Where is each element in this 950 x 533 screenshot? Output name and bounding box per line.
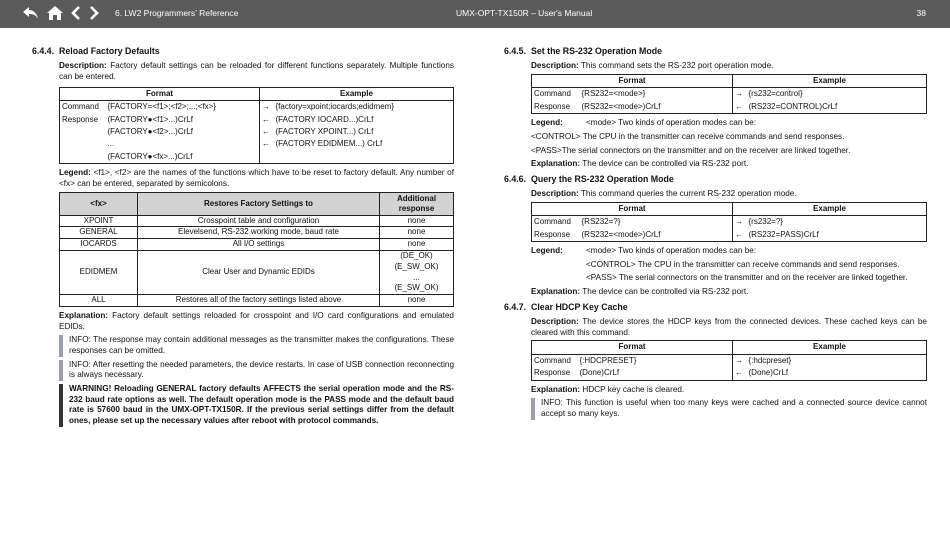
explanation xyxy=(531,287,927,298)
response-label: Response xyxy=(534,229,571,239)
command-label: Command xyxy=(534,355,571,365)
section-heading-644 xyxy=(32,46,454,57)
response-format-line: (FACTORY●<f2>...)CrLf xyxy=(107,126,193,136)
section-title: Query the RS-232 Operation Mode xyxy=(531,173,674,184)
command-label: Command xyxy=(62,102,99,112)
factory-functions-table xyxy=(59,192,454,307)
additional-response-header: Additional response xyxy=(380,193,454,215)
restores-header: Restores Factory Settings to xyxy=(138,193,380,215)
response-example: (RS232=PASS)CrLf xyxy=(748,229,819,239)
response-row xyxy=(60,114,454,164)
description-label: Description: xyxy=(531,317,579,327)
response-label: Response xyxy=(62,114,99,124)
extra-cell xyxy=(380,250,454,294)
table-row xyxy=(60,250,454,294)
command-example: {rs232=control} xyxy=(748,89,803,99)
extra-line: ... xyxy=(413,272,420,282)
fx-cell: XPOINT xyxy=(60,215,138,227)
chapter-title: 6. LW2 Programmers’ Reference xyxy=(115,8,239,18)
description xyxy=(531,189,927,200)
description-text: This command queries the current RS-232 operation mode. xyxy=(580,189,797,199)
section-title: Set the RS-232 Operation Mode xyxy=(531,46,662,56)
nav-icons xyxy=(22,5,100,21)
response-format-line: (FACTORY●<fx>...)CrLf xyxy=(107,151,193,161)
section-heading-647 xyxy=(504,302,927,313)
response-label: Response xyxy=(534,368,571,378)
chevron-left-icon[interactable] xyxy=(70,5,82,21)
response-format xyxy=(106,114,260,164)
extra-cell: none xyxy=(380,295,454,307)
legend xyxy=(531,118,927,129)
arrow-left-icons xyxy=(260,114,274,164)
example-header: Example xyxy=(260,87,454,100)
response-label: Response xyxy=(534,101,571,111)
home-icon[interactable] xyxy=(46,5,64,21)
restores-cell: All I/O settings xyxy=(138,239,380,251)
back-arrow-icon[interactable] xyxy=(22,5,40,21)
format-header: Format xyxy=(60,87,260,100)
explanation-label: Explanation: xyxy=(531,159,581,169)
extra-line: (E_SW_OK) xyxy=(394,283,439,293)
legend xyxy=(59,168,454,189)
restores-cell: Restores all of the factory settings listed above xyxy=(138,295,380,307)
response-example: (Done)CrLf xyxy=(748,368,789,378)
explanation-text: HDCP key cache is cleared. xyxy=(582,384,685,394)
warning-note: WARNING! Reloading GENERAL factory defaults AFFECTS the serial operation mode and the RS-232 baud rate options as well. The default operation mode is the PASS mode and the default baud rate is 57600 baud in the UMX-OPT-TX150R. If the previous serial settings differ from the default ones, please set up the necessary values after reboot with protocol commands. xyxy=(59,384,454,427)
command-format: {:HDCPRESET} xyxy=(579,355,637,365)
arrow-left-icon: ← xyxy=(262,139,270,149)
explanation xyxy=(531,159,927,170)
legend-intro: <mode> Two kinds of operation modes can be: xyxy=(586,246,757,256)
response-format: (RS232=<mode>)CrLf xyxy=(581,101,661,111)
table-row xyxy=(60,215,454,227)
command-format: {RS232=?} xyxy=(581,217,621,227)
explanation-label: Explanation: xyxy=(59,310,109,320)
command-example: {factory=xpoint;iocards;edidmem} xyxy=(275,102,395,112)
table-row xyxy=(60,295,454,307)
fx-cell: ALL xyxy=(60,295,138,307)
extra-cell: none xyxy=(380,239,454,251)
section-title: Reload Factory Defaults xyxy=(59,46,160,56)
command-row xyxy=(532,354,927,367)
fx-cell: EDIDMEM xyxy=(60,250,138,294)
left-column xyxy=(32,46,454,427)
legend-control: <CONTROL> The CPU in the transmitter can receive commands and send responses. xyxy=(586,259,900,269)
right-column xyxy=(504,46,927,420)
section-number: 6.4.7. xyxy=(504,301,527,312)
page-number: 38 xyxy=(916,8,926,18)
response-example-line: (FACTORY XPOINT...) CrLf xyxy=(275,126,374,136)
description xyxy=(59,61,454,82)
arrow-right-icon: → xyxy=(733,216,747,229)
command-format: {RS232=<mode>} xyxy=(581,89,646,99)
legend-text: <f1>, <f2> are the names of the functions which have to be reset to factory default. Any number of <fx> can be entered, separated by semicolons. xyxy=(59,168,454,188)
section-number: 6.4.6. xyxy=(504,173,527,184)
explanation xyxy=(59,311,454,332)
response-row xyxy=(532,367,927,380)
example-header: Example xyxy=(733,75,927,88)
description-label: Description: xyxy=(531,61,579,71)
explanation-label: Explanation: xyxy=(531,384,581,394)
table-row xyxy=(60,239,454,251)
description-text: This command sets the RS-232 port operation mode. xyxy=(580,61,774,71)
format-header: Format xyxy=(532,75,733,88)
response-example: (RS232=CONTROL)CrLf xyxy=(748,101,838,111)
legend-pass: <PASS> The serial connectors on the transmitter and on the receiver are linked together. xyxy=(586,273,908,283)
legend-intro: <mode> Two kinds of operation modes can be: xyxy=(586,118,757,128)
description-label: Description: xyxy=(531,189,579,199)
legend-label: Legend: xyxy=(531,118,563,128)
info-note: INFO: This function is useful when too many keys were cached and a connected source device cannot accept so many keys. xyxy=(531,398,927,419)
table-row xyxy=(60,227,454,239)
fx-header: <fx> xyxy=(60,193,138,215)
format-table xyxy=(59,87,454,164)
command-format: {FACTORY=<f1>;<f2>;...;<fx>} xyxy=(107,102,216,112)
section-number: 6.4.4. xyxy=(32,46,55,56)
response-format: (RS232=<mode>)CrLf xyxy=(581,229,661,239)
section-heading-645 xyxy=(504,46,927,57)
restores-cell: Crosspoint table and configuration xyxy=(138,215,380,227)
command-example: {:hdcpreset} xyxy=(748,355,792,365)
format-table xyxy=(531,202,927,242)
response-example xyxy=(274,114,454,164)
fx-cell: IOCARDS xyxy=(60,239,138,251)
explanation-text: The device can be controlled via RS-232 port. xyxy=(582,159,749,169)
section-title: Clear HDCP Key Cache xyxy=(531,301,628,312)
format-header: Format xyxy=(532,202,733,215)
arrow-left-icon: ← xyxy=(262,114,270,124)
extra-line: (DE_OK) xyxy=(400,250,433,260)
response-example-line: (FACTORY EDIDMEM...) CrLf xyxy=(275,139,383,149)
legend-label: Legend: xyxy=(531,246,563,256)
explanation-text: Factory default settings reloaded for crosspoint and I/O card configurations and emulated EDIDs. xyxy=(59,310,454,331)
command-example: {rs232=?} xyxy=(748,217,783,227)
format-header: Format xyxy=(532,341,733,354)
command-label: Command xyxy=(534,217,571,227)
explanation-text: The device can be controlled via RS-232 port. xyxy=(582,287,749,297)
legend-control: <CONTROL> The CPU in the transmitter can receive commands and send responses. xyxy=(531,131,845,141)
description-text: The device stores the HDCP keys from the connected devices. These cached keys can be cleared with this command. xyxy=(531,317,927,337)
extra-cell: none xyxy=(380,215,454,227)
section-heading-646 xyxy=(504,174,927,185)
arrow-right-icon: → xyxy=(733,354,747,367)
response-example-line: (FACTORY IOCARD...)CrLf xyxy=(275,114,374,124)
section-number: 6.4.5. xyxy=(504,46,527,56)
info-note: INFO: After resetting the needed parameters, the device restarts. In case of USB connection reconnecting is always necessary. xyxy=(59,360,454,381)
command-row xyxy=(532,216,927,229)
response-row xyxy=(532,101,927,114)
arrow-left-icon: ← xyxy=(733,367,747,380)
response-format: (Done)CrLf xyxy=(579,368,620,378)
extra-cell: none xyxy=(380,227,454,239)
extra-line: (E_SW_OK) xyxy=(394,261,439,271)
arrow-left-icon: ← xyxy=(262,126,270,136)
command-label: Command xyxy=(534,89,571,99)
legend xyxy=(531,246,927,257)
example-header: Example xyxy=(733,341,927,354)
example-header: Example xyxy=(733,202,927,215)
response-format-line: (FACTORY●<f1>...)CrLf xyxy=(107,114,193,124)
arrow-right-icon: → xyxy=(733,88,747,101)
response-format-line: ... xyxy=(107,139,115,149)
explanation-label: Explanation: xyxy=(531,287,581,297)
fx-cell: GENERAL xyxy=(60,227,138,239)
description-label: Description: xyxy=(59,61,107,71)
description xyxy=(531,317,927,338)
restores-cell: Clear User and Dynamic EDIDs xyxy=(138,250,380,294)
description-text: Factory default settings can be reloaded for different functions separately. Multiple functions can be entered. xyxy=(59,61,454,82)
command-row xyxy=(532,88,927,101)
restores-cell: Elevelsend, RS-232 working mode, baud rate xyxy=(138,227,380,239)
format-table xyxy=(531,74,927,114)
arrow-left-icon: ← xyxy=(733,101,747,114)
format-table xyxy=(531,340,927,380)
info-note: INFO: The response may contain additional messages as the transmitter makes the configurations. These responses can be omitted. xyxy=(59,335,454,356)
legend-label: Legend: xyxy=(59,168,91,178)
document-title: UMX-OPT-TX150R – User's Manual xyxy=(456,8,593,18)
legend-pass: <PASS>The serial connectors on the transmitter and on the receiver are linked together. xyxy=(531,145,851,155)
command-row xyxy=(60,101,454,114)
description xyxy=(531,61,927,72)
arrow-right-icon: → xyxy=(260,101,274,114)
chevron-right-icon[interactable] xyxy=(88,5,100,21)
arrow-left-icon: ← xyxy=(733,229,747,242)
response-row xyxy=(532,229,927,242)
header-bar xyxy=(0,0,950,28)
explanation xyxy=(531,385,927,396)
